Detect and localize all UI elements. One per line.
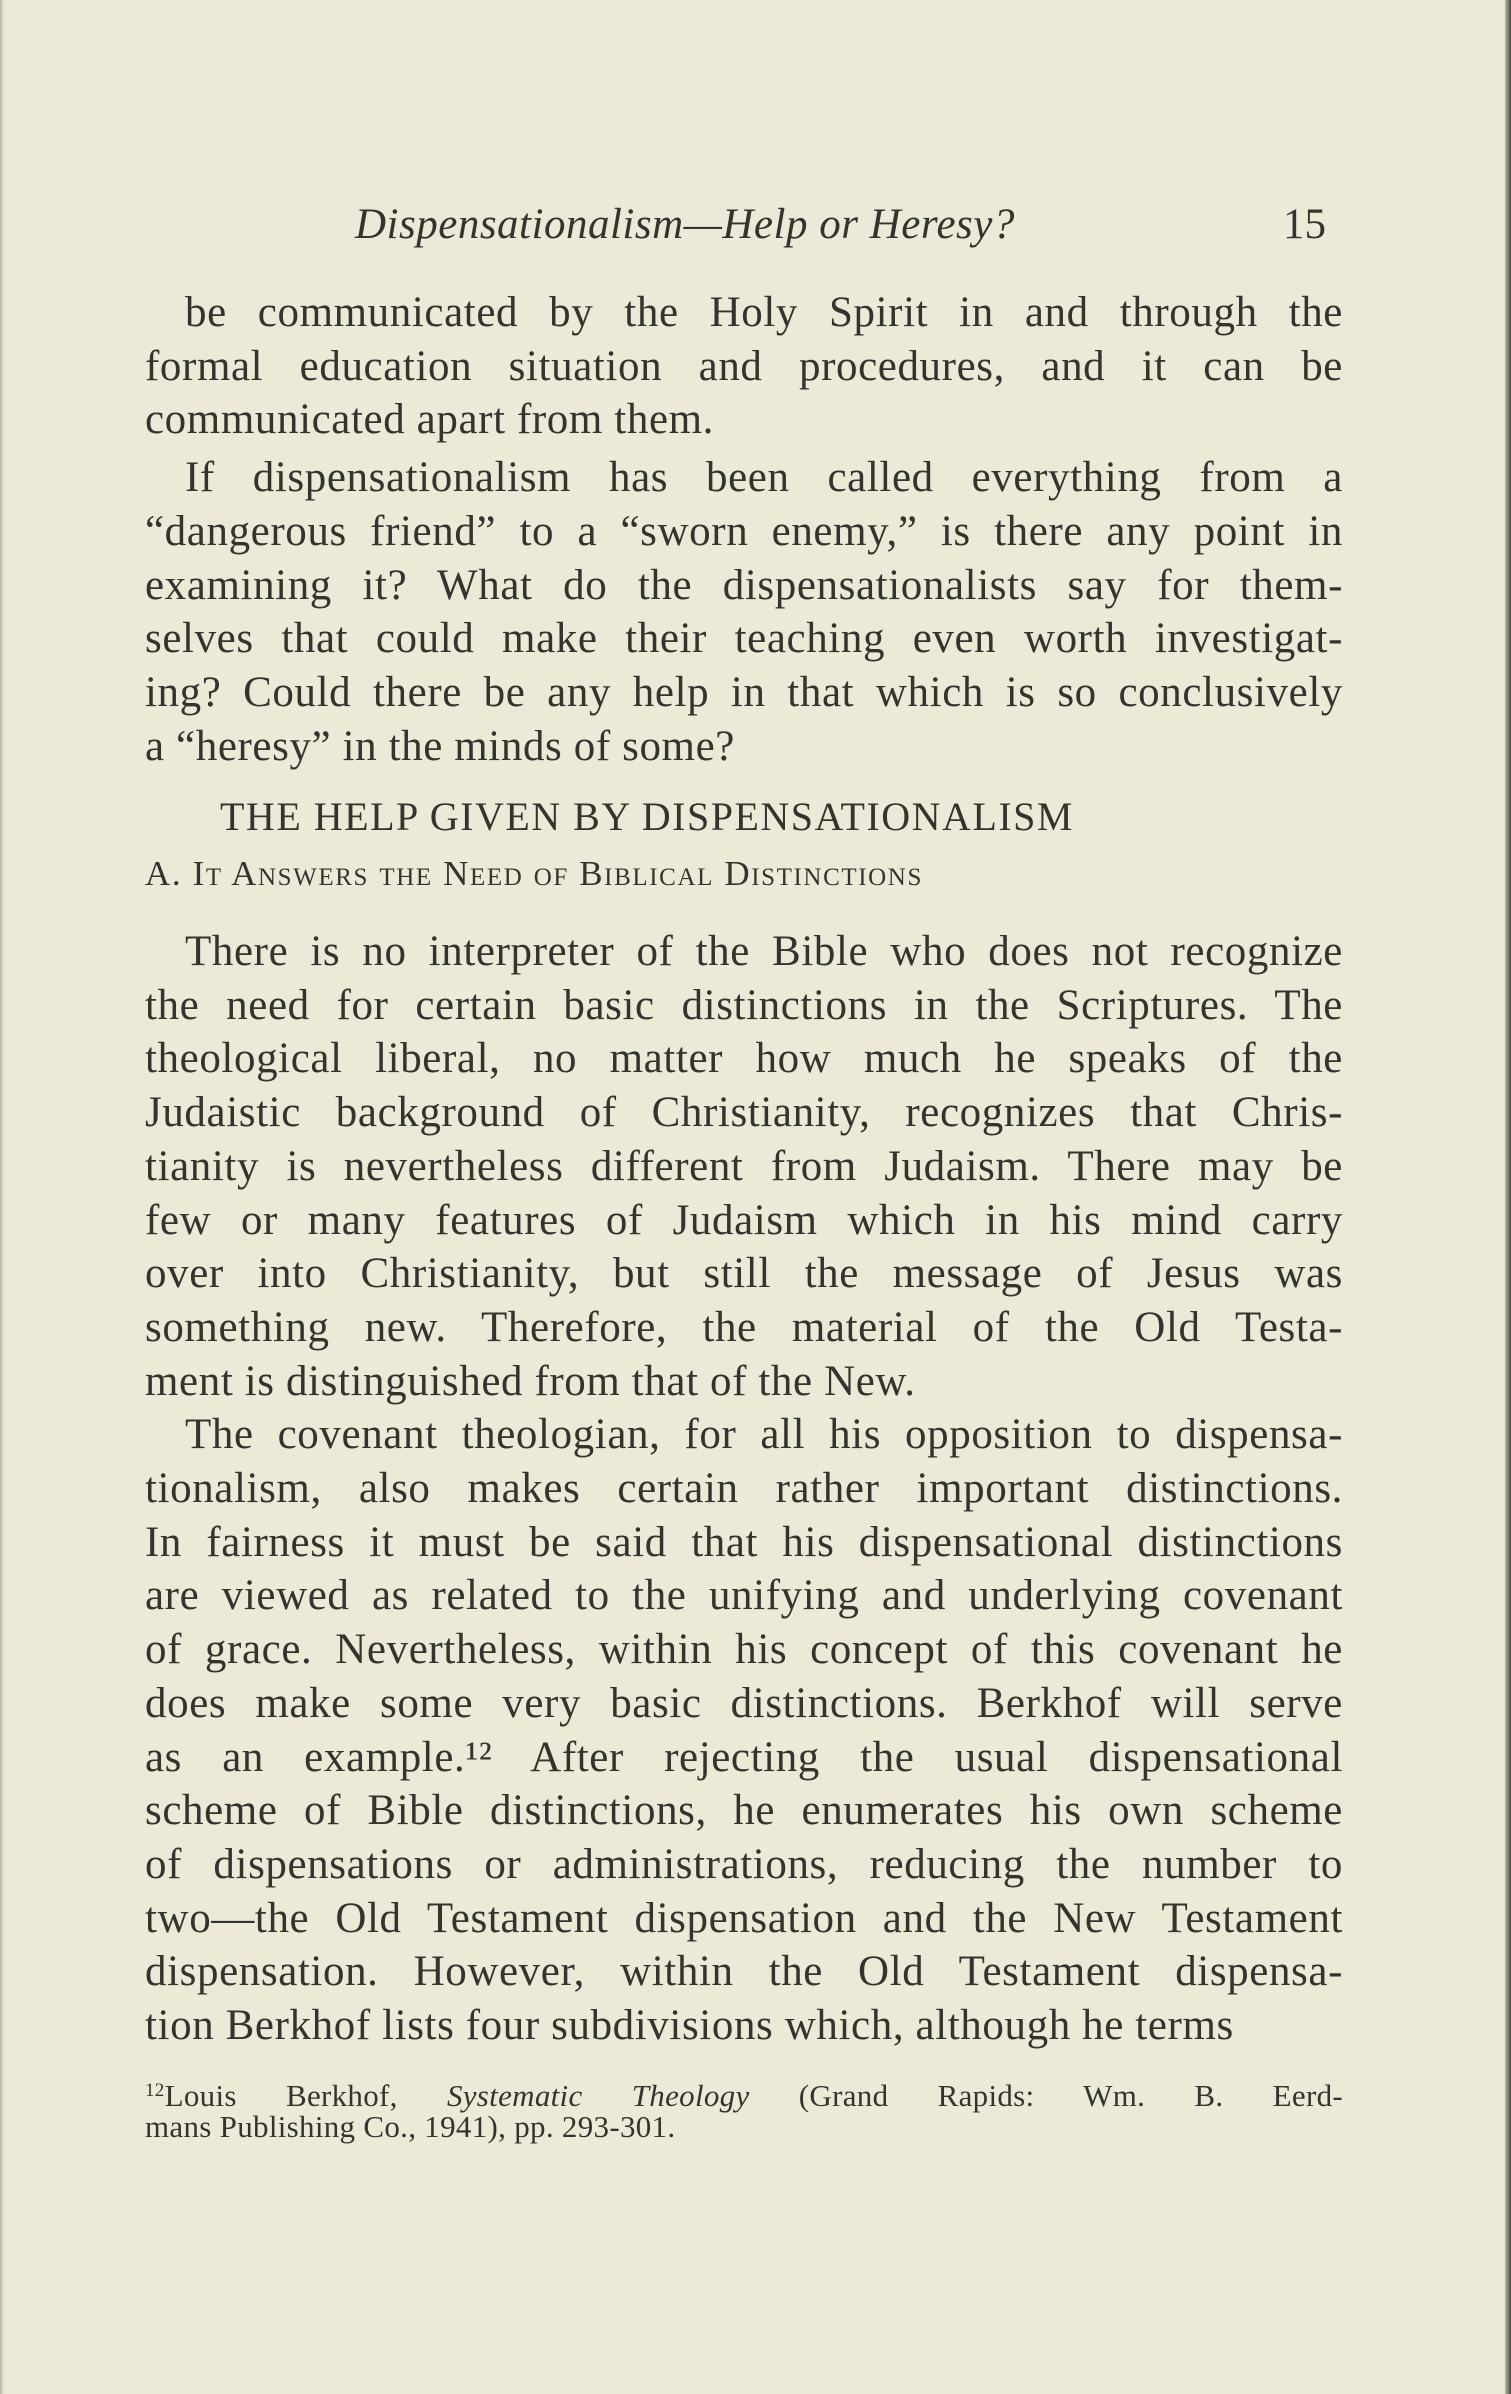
page-edge-right: [1505, 0, 1511, 2394]
text-line: are viewed as related to the unifying and underlying covenant: [145, 1572, 1343, 1620]
text-line: of dispensations or administrations, reducing the number to: [145, 1840, 1343, 1888]
text-line: formal education situation and procedures, and it can be: [145, 342, 1343, 390]
text-line: does make some very basic distinctions. Berkhof will serve: [145, 1679, 1343, 1727]
text-line: There is no interpreter of the Bible who does not recognize: [185, 928, 1343, 975]
text-line: of grace. Nevertheless, within his concept of this covenant he: [145, 1626, 1343, 1674]
text-line: communicated apart from them.: [145, 396, 715, 444]
text-line: ment is distinguished from that of the New.: [145, 1357, 916, 1405]
footnote-text: Louis Berkhof,: [164, 2078, 447, 2113]
text-line: the need for certain basic distinctions in the Scriptures. The: [145, 981, 1343, 1029]
text-line: The covenant theologian, for all his opposition to dispensa-: [185, 1411, 1343, 1459]
footnote-book-title: Systematic Theology: [446, 2078, 750, 2113]
page-edge-left: [0, 0, 4, 2394]
text-line: as an example.¹² After rejecting the usual dispensational: [145, 1733, 1343, 1781]
footnote-text: (Grand Rapids: Wm. B. Eerd-: [749, 2078, 1344, 2113]
text-line: a “heresy” in the minds of some?: [145, 722, 735, 770]
text-line: “dangerous friend” to a “sworn enemy,” is there any point in: [145, 507, 1343, 555]
text-line: Judaistic background of Christianity, recognizes that Chris-: [145, 1089, 1343, 1137]
text-line: tion Berkhof lists four subdivisions which, although he terms: [145, 2002, 1234, 2049]
footnote-line-2: mans Publishing Co., 1941), pp. 293-301.: [145, 2109, 676, 2144]
text-line: two—the Old Testament dispensation and the New Testament: [145, 1894, 1343, 1942]
text-line: In fairness it must be said that his dispensational distinctions: [145, 1518, 1343, 1566]
text-line: examining it? What do the dispensationalists say for them-: [145, 561, 1343, 609]
text-line: tionalism, also makes certain rather important distinctions.: [145, 1465, 1343, 1512]
text-line: something new. Therefore, the material of the Old Testa-: [145, 1303, 1343, 1351]
text-line: dispensation. However, within the Old Testament dispensa-: [145, 1948, 1343, 1996]
text-line: If dispensationalism has been called everything from a: [185, 454, 1343, 502]
text-line: over into Christianity, but still the message of Jesus was: [145, 1250, 1343, 1298]
footnote-line-1: [145, 2073, 1343, 2114]
subsection-heading: A. It Answers the Need of Biblical Distinctions: [145, 854, 923, 893]
page-number: 15: [1283, 201, 1326, 248]
text-line: selves that could make their teaching even worth investigat-: [145, 615, 1343, 663]
text-line: ing? Could there be any help in that which is so conclusively: [145, 668, 1343, 716]
footnote-marker: 12: [145, 2080, 165, 2101]
running-head-title: Dispensationalism—Help or Heresy?: [355, 201, 1015, 248]
text-line: be communicated by the Holy Spirit in and through the: [185, 289, 1343, 336]
text-line: scheme of Bible distinctions, he enumerates his own scheme: [145, 1787, 1343, 1835]
text-line: tianity is nevertheless different from Judaism. There may be: [145, 1142, 1343, 1190]
text-line: theological liberal, no matter how much he speaks of the: [145, 1035, 1343, 1083]
section-heading: THE HELP GIVEN BY DISPENSATIONALISM: [220, 794, 1074, 839]
text-line: few or many features of Judaism which in his mind carry: [145, 1196, 1343, 1244]
